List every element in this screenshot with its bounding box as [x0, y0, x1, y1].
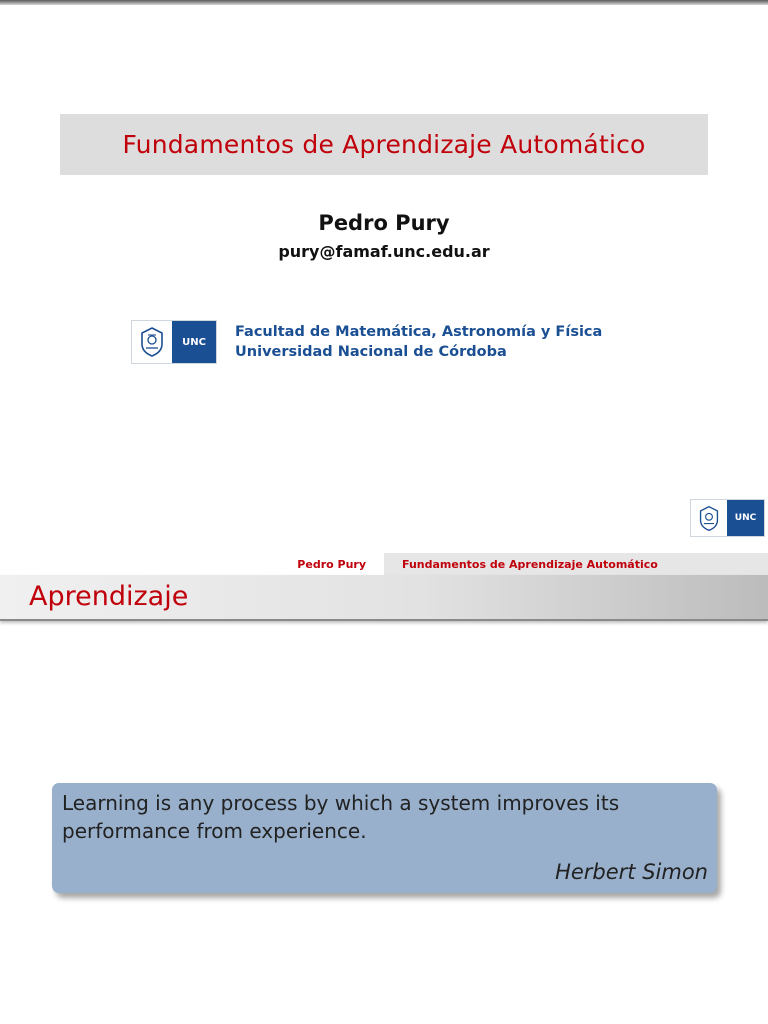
unc-logo-small-text: UNC	[727, 500, 764, 536]
unc-seal-icon	[132, 321, 172, 363]
unc-seal-icon	[691, 500, 727, 536]
author-email: pury@famaf.unc.edu.ar	[278, 242, 490, 261]
quote-block	[52, 783, 717, 893]
institution-faculty: Facultad de Matemática, Astronomía y Física	[235, 324, 603, 340]
title-box	[60, 114, 708, 175]
unc-logo-text: UNC	[172, 321, 216, 363]
unc-logo	[131, 320, 217, 364]
footer-author: Pedro Pury	[0, 553, 384, 575]
top-rule	[0, 0, 768, 5]
institution-university: Universidad Nacional de Córdoba	[235, 344, 507, 360]
unc-logo-small	[690, 499, 765, 537]
frame-title: Aprendizaje	[29, 581, 189, 612]
footer-title: Fundamentos de Aprendizaje Automático	[384, 553, 768, 575]
frame-title-bar	[0, 575, 768, 621]
presentation-title: Fundamentos de Aprendizaje Automático	[122, 130, 646, 159]
author-name: Pedro Pury	[318, 211, 450, 235]
quote-text: Learning is any process by which a system improves its performance from experience.	[62, 791, 620, 843]
slide-footer	[0, 553, 768, 575]
quote-author: Herbert Simon	[555, 860, 708, 884]
institution-name	[235, 322, 602, 362]
